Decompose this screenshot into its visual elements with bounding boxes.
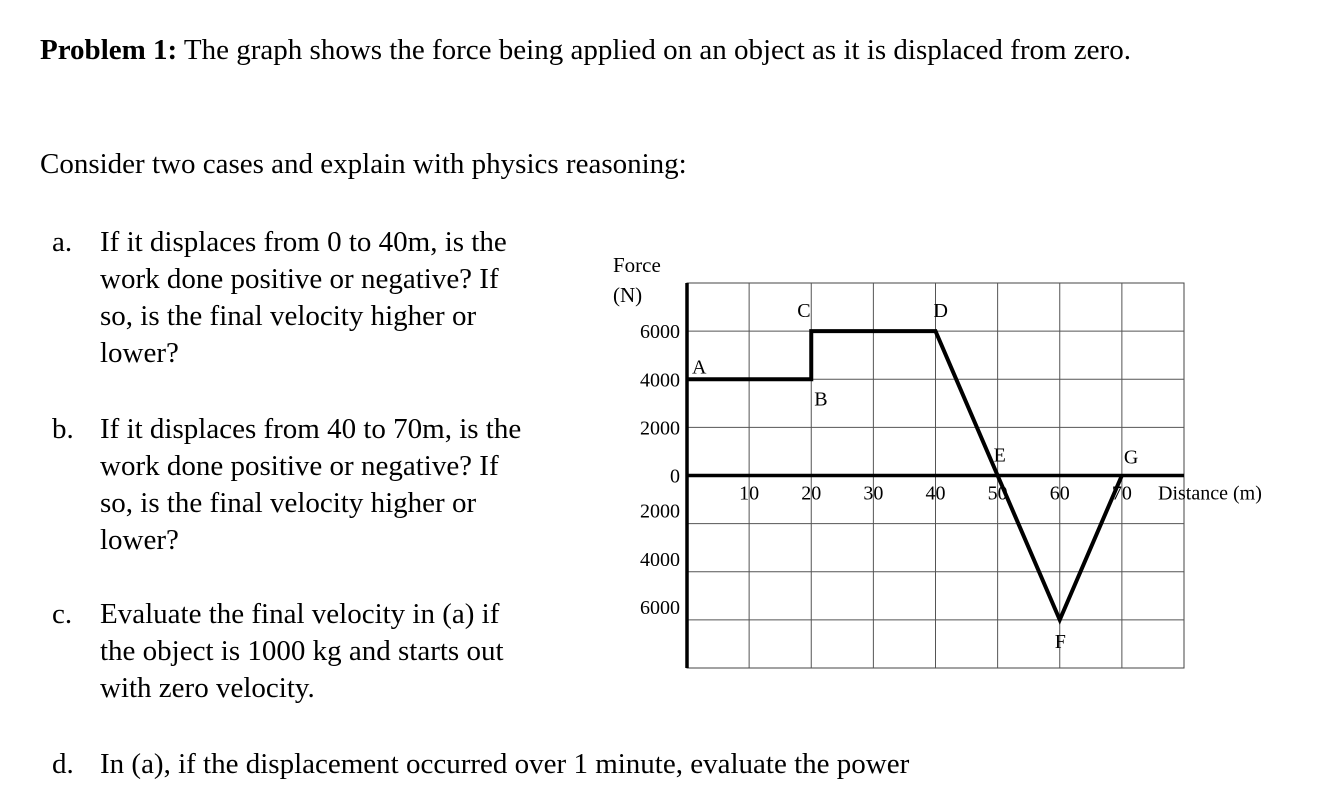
- y-axis-label: Force: [613, 253, 661, 277]
- y-tick-label: 2000: [640, 417, 680, 440]
- question-line: lower?: [100, 337, 179, 369]
- question-line: lower?: [100, 524, 179, 556]
- question-line: with zero velocity.: [100, 672, 315, 704]
- y-tick-label: 4000: [640, 369, 680, 392]
- point-label-d: D: [933, 300, 948, 323]
- question-label: a.: [52, 226, 73, 258]
- x-tick-label: 50: [987, 482, 1008, 505]
- question-line: so, is the final velocity higher or: [100, 300, 477, 332]
- x-tick-label: 30: [863, 482, 884, 505]
- question-line: so, is the final velocity higher or: [100, 487, 477, 519]
- question-label: d.: [52, 748, 74, 780]
- problem-label: Problem 1:: [40, 34, 178, 66]
- question-line: Evaluate the final velocity in (a) if: [100, 598, 500, 630]
- x-axis-label: Distance (m): [1158, 482, 1262, 505]
- point-label-c: C: [797, 300, 811, 323]
- y-tick-label: 6000: [640, 596, 680, 619]
- question-line: work done positive or negative? If: [100, 263, 499, 295]
- x-tick-label: 60: [1049, 482, 1070, 505]
- question-line: If it displaces from 0 to 40m, is the: [100, 226, 507, 258]
- x-tick-label: 40: [925, 482, 946, 505]
- question-label: b.: [52, 413, 74, 445]
- point-label-e: E: [993, 444, 1006, 467]
- point-label-g: G: [1123, 446, 1139, 469]
- y-tick-label: 2000: [640, 500, 680, 523]
- point-label-f: F: [1054, 630, 1066, 653]
- problem-statement: The graph shows the force being applied on an object as it is displaced from zero.: [183, 34, 1131, 66]
- y-axis-label: (N): [613, 283, 643, 307]
- question-label: c.: [52, 598, 73, 630]
- y-tick-label: 4000: [640, 548, 680, 571]
- question-line: work done positive or negative? If: [100, 450, 499, 482]
- point-label-a: A: [692, 356, 707, 379]
- x-tick-label: 70: [1111, 482, 1132, 505]
- intro-text: Consider two cases and explain with physics reasoning:: [40, 148, 687, 180]
- x-tick-label: 20: [801, 482, 822, 505]
- question-line: the object is 1000 kg and starts out: [100, 635, 504, 667]
- question-line: In (a), if the displacement occurred over 1 minute, evaluate the power: [100, 748, 910, 780]
- point-label-b: B: [814, 388, 828, 411]
- y-tick-label: 6000: [640, 321, 680, 344]
- force-distance-graph: [600, 245, 1320, 685]
- question-line: If it displaces from 40 to 70m, is the: [100, 413, 522, 445]
- x-tick-label: 10: [739, 482, 760, 505]
- y-tick-label: 0: [670, 465, 680, 488]
- problem-title: [40, 34, 1131, 67]
